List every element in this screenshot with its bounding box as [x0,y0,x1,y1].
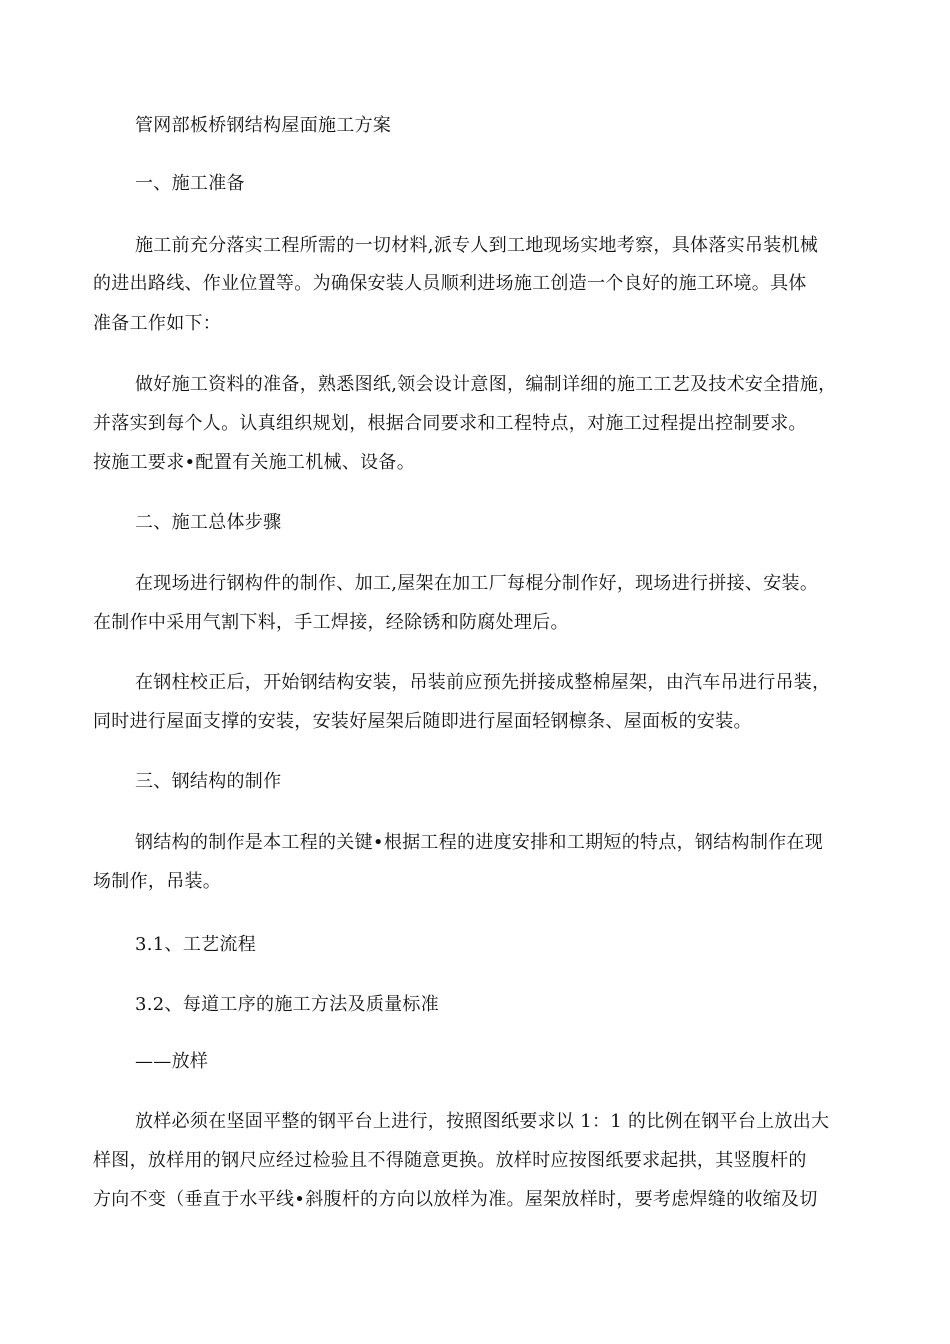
paragraph-line: 钢结构的制作是本工程的关键•根据工程的进度安排和工期短的特点，钢结构制作在现 [135,832,824,853]
paragraph-line: 方向不变（垂直于水平线•斜腹杆的方向以放样为准。屋架放样时，要考虑焊缝的收缩及切 [93,1189,818,1210]
section-heading-2: 二、施工总体步骤 [135,512,282,533]
paragraph-line: 在现场进行钢构件的制作、加工,屋架在加工厂每棍分制作好，现场进行拼接、安装。 [135,573,819,594]
subheading-3-1: 3.1、工艺流程 [135,934,257,955]
paragraph-line: 在制作中采用气割下料，手工焊接，经除锈和防腐处理后。 [93,612,569,633]
paragraph-line: 放样必须在坚固平整的钢平台上进行，按照图纸要求以 1：1 的比例在钢平台上放出大 [135,1111,830,1132]
paragraph-line: 准备工作如下： [93,313,222,334]
paragraph-line: 在钢柱校正后，开始钢结构安装，吊装前应预先拼接成整棉屋架，由汽车吊进行吊装， [135,672,831,693]
paragraph-line: 场制作，吊装。 [93,871,222,892]
paragraph-line: 同时进行屋面支撑的安装，安装好屋架后随即进行屋面轻钢檩条、屋面板的安装。 [93,711,752,732]
paragraph-line: 施工前充分落实工程所需的一切材料,派专人到工地现场实地考察，具体落实吊装机械 [135,235,819,256]
paragraph-line: 的进出路线、作业位置等。为确保安装人员顺利进场施工创造一个良好的施工环境。具体 [93,273,807,294]
paragraph-line: 样图，放样用的钢尺应经过检验且不得随意更换。放样时应按图纸要求起拱，其竖腹杆的 [93,1150,807,1171]
document-title: 管网部板桥钢结构屋面施工方案 [135,115,392,136]
subheading-fangyang: ——放样 [135,1051,209,1072]
section-heading-3: 三、钢结构的制作 [135,771,282,792]
paragraph-line: 做好施工资料的准备，熟悉图纸,领会设计意图，编制详细的施工工艺及技术安全措施， [135,374,837,395]
paragraph-line: 并落实到每个人。认真组织规划，根据合同要求和工程特点，对施工过程提出控制要求。 [93,413,807,434]
subheading-3-2: 3.2、每道工序的施工方法及质量标准 [135,994,440,1015]
paragraph-line: 按施工要求•配置有关施工机械、设备。 [93,452,416,473]
section-heading-1: 一、施工准备 [135,173,245,194]
